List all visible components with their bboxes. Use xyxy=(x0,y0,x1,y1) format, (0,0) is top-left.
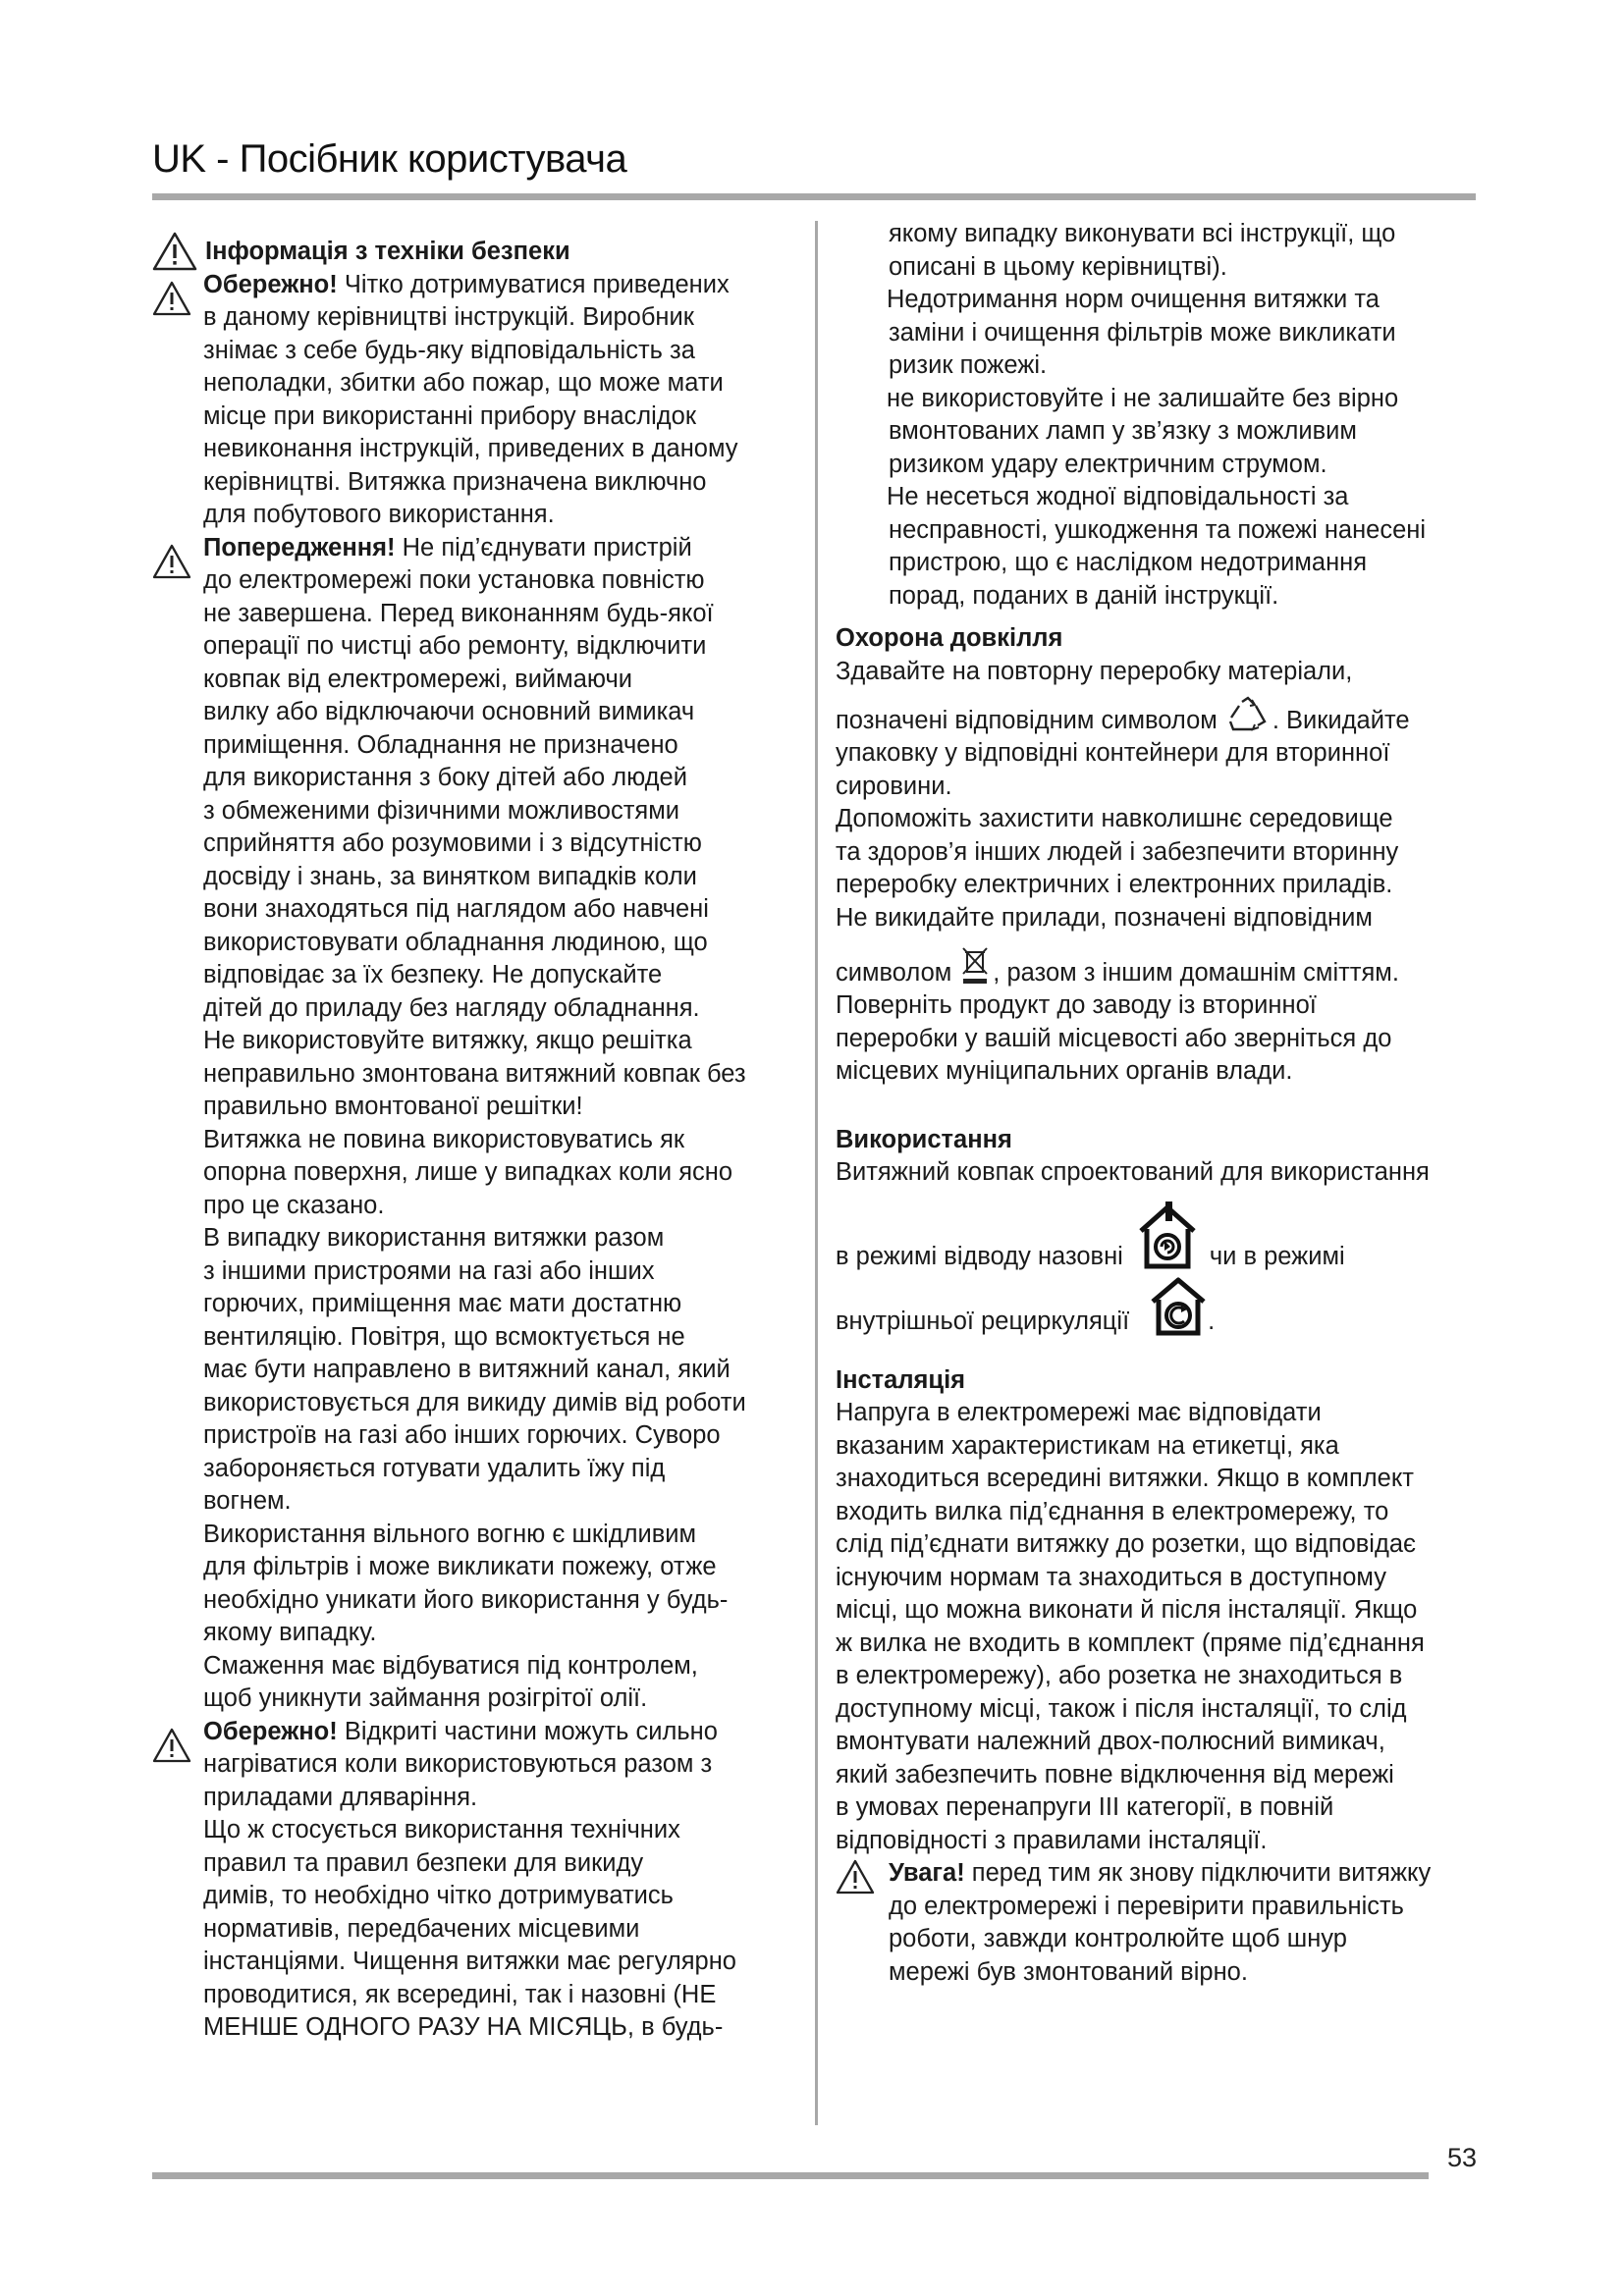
attention-line: роботи, завжди контролюйте щоб шнур xyxy=(889,1925,1347,1952)
text-line: правильно вмонтованої решітки! xyxy=(203,1093,583,1120)
caution-line: в даному керівництві інструкцій. Виробник xyxy=(203,303,694,331)
attention-block xyxy=(836,1857,1484,1989)
text-line: МЕНШЕ ОДНОГО РАЗУ НА МІСЯЦЬ, в будь- xyxy=(203,2013,724,2041)
text-line: про це сказано. xyxy=(203,1191,385,1219)
paragraph-open-flame xyxy=(152,1519,800,1650)
text-line: Витяжка не повина використовуватись як xyxy=(203,1125,685,1153)
attention-label: Увага! xyxy=(889,1859,965,1887)
caution-line: місце при використанні прибору внаслідок xyxy=(203,401,697,430)
text-line: забороняється готувати удалить їжу під xyxy=(203,1454,666,1482)
warning-triangle-icon xyxy=(152,281,191,316)
caution-text-1 xyxy=(152,269,800,532)
installation-heading: Інсталяція xyxy=(836,1365,966,1394)
text-line: Не використовуйте витяжку, якщо решітка xyxy=(203,1027,692,1054)
text-line: правил та правил безпеки для викиду xyxy=(203,1848,644,1877)
text-line: В випадку використання витяжки разом xyxy=(203,1224,665,1252)
text-line: порад, поданих в даній інструкції. xyxy=(889,581,1279,610)
caution-line: для побутового використання. xyxy=(203,501,555,528)
text-line: проводитися, як всередині, так і назовні (НЕ xyxy=(203,1980,717,2008)
text-line: якому випадку виконувати всі інструкції, що xyxy=(889,220,1396,247)
text-line: Витяжний ковпак спроектований для використання xyxy=(836,1158,1430,1186)
usage-heading: Використання xyxy=(836,1125,1012,1153)
text-line: вказаним характеристикам на етикетці, яка xyxy=(836,1431,1339,1460)
text-line: якому випадку. xyxy=(203,1619,377,1646)
text-line: Смаження має відбуватися під контролем, xyxy=(203,1651,698,1680)
warning-triangle-icon xyxy=(152,232,197,271)
warning-text xyxy=(152,532,800,1026)
page-title: UK - Посібник користувача xyxy=(152,137,627,181)
environment-heading: Охорона довкілля xyxy=(836,624,1063,652)
environment-section xyxy=(836,656,1484,1089)
warning-line: для використання з боку дітей або людей xyxy=(203,764,687,791)
caution-label: Обережно! xyxy=(203,1717,338,1745)
text-line: несправності, ушкодження та пожежі нанесені xyxy=(889,515,1427,544)
text-line: вентиляцію. Повітря, що всмоктується не xyxy=(203,1322,685,1351)
paragraph-frying xyxy=(152,1650,800,1716)
text-line: горючих, приміщення має мати достатню xyxy=(203,1290,682,1317)
text-line: описані в цьому керівництві). xyxy=(889,252,1227,281)
attention-line: мережі був змонтований вірно. xyxy=(889,1957,1248,1986)
text-line: в режимі відводу назовні xyxy=(836,1243,1123,1270)
text-line: упаковку у відповідні контейнери для вторинної xyxy=(836,739,1390,767)
text-line: пристрою, що є наслідком недотримання xyxy=(889,549,1368,576)
text-line: . Викидайте xyxy=(1272,706,1410,734)
text-line: входить вилка під’єднання в електромережу, то xyxy=(836,1497,1389,1525)
text-line: ж вилка не входить в комплект (пряме під’єднання xyxy=(836,1629,1425,1657)
paragraph-filter-cleaning xyxy=(836,284,1484,383)
text-line: має бути направлено в витяжний канал, який xyxy=(203,1356,731,1383)
attention-line: перед тим як знову підключити витяжку xyxy=(964,1859,1432,1887)
text-line: опорна поверхня, лише у випадках коли ясно xyxy=(203,1158,733,1186)
text-line: Недотримання норм очищення витяжки та xyxy=(887,286,1380,313)
text-line: місцевих муніципальних органів влади. xyxy=(836,1057,1293,1085)
warning-line: операції по чистці або ремонту, відключити xyxy=(203,632,707,660)
warning-label: Попередження! xyxy=(203,533,396,561)
text-line: Поверніть продукт до заводу із вторинної xyxy=(836,991,1317,1019)
warning-line: дітей до приладу без нагляду обладнання. xyxy=(203,993,700,1022)
text-line: , разом з іншим домашнім сміттям. xyxy=(993,958,1399,987)
text-line: існуючим нормам та знаходиться в доступному xyxy=(836,1563,1386,1591)
warning-line: вони знаходяться під наглядом або навчені xyxy=(203,895,709,923)
text-line: переробку електричних і електронних приладів. xyxy=(836,871,1393,898)
text-line: Не викидайте прилади, позначені відповідним xyxy=(836,903,1373,932)
warning-triangle-icon xyxy=(836,1859,875,1895)
installation-section xyxy=(836,1397,1484,1857)
warning-line: вилку або відключаючи основний вимикач xyxy=(203,698,695,725)
caution-block-1 xyxy=(152,269,800,532)
text-line: заміни і очищення фільтрів може викликати xyxy=(889,318,1396,347)
warning-triangle-icon xyxy=(152,1728,191,1763)
caution-line: нагріватися коли використовуються разом з xyxy=(203,1750,713,1778)
text-line: місці, що можна виконати й після інсталяції. Якщо xyxy=(836,1596,1418,1624)
text-line: димів, то необхідно чітко дотримуватись xyxy=(203,1882,674,1909)
caution-line: неполадки, збитки або пожар, що може мати xyxy=(203,369,724,397)
warning-line: досвіду і знань, за винятком випадків коли xyxy=(203,862,697,890)
left-column xyxy=(152,236,800,2045)
text-line: в електромережу), або розетка не знаходиться в xyxy=(836,1662,1403,1689)
text-line: доступному місці, також і після інсталяції, то слід xyxy=(836,1694,1407,1723)
warning-line: Не під’єднувати пристрій xyxy=(395,533,692,561)
paragraph-liability xyxy=(836,481,1484,613)
text-line: слід під’єднати витяжку до розетки, що відповідає xyxy=(836,1530,1417,1558)
caution-line: невиконання інструкцій, приведених в даному xyxy=(203,435,738,462)
warning-block xyxy=(152,532,800,1026)
text-line: ризик пожежі. xyxy=(889,351,1048,379)
ducted-exhaust-house-icon xyxy=(1137,1201,1198,1272)
warning-line: до електромережі поки установка повністю xyxy=(203,566,705,594)
header-rule xyxy=(152,193,1476,200)
warning-line: приміщення. Обладнання не призначено xyxy=(203,730,678,759)
paragraph-lamps xyxy=(836,383,1484,482)
warning-line: відповідає за їх безпеку. Не допускайте xyxy=(203,961,663,988)
text-line: символом xyxy=(836,958,952,987)
text-line: Що ж стосується використання технічних xyxy=(203,1816,680,1843)
text-line: в умовах перенапруги III категорії, в повній xyxy=(836,1793,1334,1821)
paragraph-grille xyxy=(152,1025,800,1124)
text-line: необхідно уникати його використання у будь- xyxy=(203,1585,729,1614)
warning-line: не завершена. Перед виконанням будь-якої xyxy=(203,599,714,627)
column-divider xyxy=(815,221,818,2125)
text-line: Допоможіть захистити навколишнє середовище xyxy=(836,805,1393,832)
caution-line: знімає з себе будь-яку відповідальність за xyxy=(203,336,695,364)
text-line: позначені відповідним символом xyxy=(836,706,1218,734)
text-line: для фільтрів і може викликати пожежу, отже xyxy=(203,1553,717,1580)
paragraph-support-surface xyxy=(152,1124,800,1223)
text-line: який забезпечить повне відключення від мережі xyxy=(836,1760,1394,1789)
text-line: вмонтувати належний двох-полюсний вимикач, xyxy=(836,1728,1385,1755)
paragraph-continuation xyxy=(836,218,1484,284)
recirculation-house-icon xyxy=(1149,1276,1208,1337)
paragraph-regulations xyxy=(152,1814,800,2045)
attention-line: до електромережі і перевірити правильність xyxy=(889,1892,1404,1920)
warning-line: сприйняття або розумовими і з відсутністю xyxy=(203,829,702,857)
warning-line: ковпак від електромережі, виймаючи xyxy=(203,665,632,693)
text-line: вогнем. xyxy=(203,1487,292,1515)
attention-text xyxy=(836,1857,1484,1989)
safety-heading-block xyxy=(152,236,800,269)
text-line: не використовуйте і не залишайте без вірно xyxy=(887,384,1399,412)
text-line: знаходиться всередині витяжки. Якщо в комплект xyxy=(836,1465,1414,1492)
caution-label: Обережно! xyxy=(203,270,338,298)
text-line: Напруга в електромережі має відповідати xyxy=(836,1399,1322,1426)
text-line: Використання вільного вогню є шкідливим xyxy=(203,1520,697,1548)
text-line: переробки у вашій місцевості або зверніться до xyxy=(836,1024,1392,1052)
safety-heading: Інформація з техніки безпеки xyxy=(205,238,570,265)
recirculation-mode-line xyxy=(836,1274,1484,1339)
footer-rule xyxy=(152,2172,1429,2179)
recycle-icon xyxy=(1225,696,1271,735)
text-line: Не несеться жодної відповідальності за xyxy=(887,483,1349,510)
warning-line: з обмеженими фізичними можливостями xyxy=(203,796,679,825)
caution-line: керівництві. Витяжка призначена виключно xyxy=(203,467,707,496)
usage-section xyxy=(836,1156,1484,1339)
right-column xyxy=(836,218,1484,1989)
page-number: 53 xyxy=(1447,2143,1478,2172)
text-line: вмонтованих ламп у зв’язку з можливим xyxy=(889,417,1357,445)
text-line: сировини. xyxy=(836,772,952,800)
caution-line: Чітко дотримуватися приведених xyxy=(337,270,730,298)
warning-line: використовувати обладнання людиною, що xyxy=(203,928,708,956)
paragraph-gas-appliances xyxy=(152,1222,800,1519)
caution-line: Відкриті частини можуть сильно xyxy=(337,1717,718,1745)
text-line: з іншими пристроями на газі або інших xyxy=(203,1256,655,1285)
text-line: ризиком удару електричним струмом. xyxy=(889,450,1327,478)
text-line: інстанціями. Чищення витяжки має регулярно xyxy=(203,1948,736,1975)
caution-text-2 xyxy=(152,1716,800,1815)
text-line: щоб уникнути займання розігрітої олії. xyxy=(203,1684,648,1712)
text-line: . xyxy=(1208,1308,1216,1335)
crossed-bin-icon xyxy=(959,944,991,986)
text-line: та здоров’я інших людей і забезпечити вторинну xyxy=(836,837,1399,866)
text-line: використовується для викиду димів від роботи xyxy=(203,1388,746,1416)
caution-block-2 xyxy=(152,1716,800,1815)
text-line: пристроїв на газі або інших горючих. Суворо xyxy=(203,1421,721,1449)
text-line: Здавайте на повторну переробку матеріали, xyxy=(836,657,1353,685)
env-symbol-line xyxy=(836,688,1484,737)
exhaust-mode-line xyxy=(836,1190,1484,1274)
caution-line: приладами дляваріння. xyxy=(203,1783,478,1811)
text-line: внутрішньої рециркуляції xyxy=(836,1308,1130,1335)
weee-symbol-line xyxy=(836,934,1484,989)
text-line: чи в режимі xyxy=(1209,1243,1345,1270)
text-line: нормативів, передбачених місцевими xyxy=(203,1914,640,1943)
text-line: неправильно змонтована витяжний ковпак без xyxy=(203,1059,746,1088)
warning-triangle-icon xyxy=(152,544,191,579)
text-line: відповідності з правилами інсталяції. xyxy=(836,1826,1268,1854)
